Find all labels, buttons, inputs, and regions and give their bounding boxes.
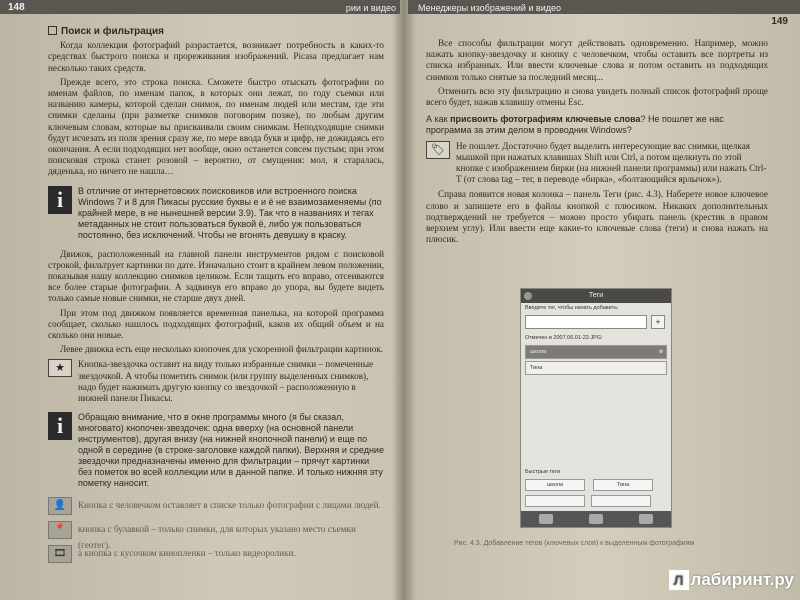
qa-question-suffix: ? Не пошлет же нас программа за этим делом в проводник Windows? — [426, 114, 724, 136]
list-item — [48, 521, 384, 551]
qa-answer — [426, 141, 768, 186]
film-icon: 🎞 — [48, 545, 72, 563]
tags-panel-titlebar — [521, 289, 671, 303]
note-text: Обращаю внимание, что в окне программы много (я бы сказал, многовато) кнопочек-звездочек: одна вверху (на основной панели инструментов), другая внизу (на нижней кнопочной панели) и еще по одной в середине (в строке-заголовке каждой папки). Верхняя и средние звездочки предназначены именно для фильтрации – прячут картинки без пометок во всей коллекции или в данной папке. И только нижняя эту пометку наносит. — [78, 412, 384, 489]
quick-tag-button-empty[interactable] — [591, 495, 651, 507]
tags-panel-title: Теги — [588, 292, 604, 299]
watermark-logo — [669, 568, 794, 592]
right-text-column — [426, 38, 768, 248]
pin-icon: 📍 — [48, 521, 72, 539]
paragraph: Когда коллекция фотографий разрастается, возникает потребность в каких-то средствах быстрого поиска и прореживания изображений. Picasa предлагает нам несколько таких средств. — [48, 40, 384, 73]
qa-answer-text: Не пошлет. Достаточно будет выделить интересующие вас снимки, щелкая мышкой при нажатых клавишах Shift или Ctrl, а потом щелкнуть по этой кнопке с изображением бирки (на нижней панели программы) или нажать Ctrl-T (от слова tag – тег, в переводе «бирка», «болтающийся ярлычок»). — [456, 140, 767, 185]
left-page-number: 148 — [8, 2, 25, 13]
left-text-column — [48, 26, 384, 569]
quick-tags-label: Быстрые теги — [525, 469, 561, 475]
tag-icon[interactable] — [639, 514, 653, 524]
paragraph: При этом под движком появляется временная панелька, на которой программа сообщает, сколько нашлось подходящих фотографий, каков их общий объем и на сколько они новые. — [48, 307, 384, 341]
tags-panel-figure — [520, 288, 672, 528]
paragraph: Левее движка есть еще несколько кнопочек для ускоренной фильтрации картинок. — [60, 344, 384, 355]
tag-label: Тина — [530, 365, 543, 371]
info-note — [48, 186, 384, 241]
remove-tag-icon[interactable]: ⊗ — [658, 349, 664, 355]
tag-label: школа — [530, 349, 547, 355]
qa-question — [426, 114, 768, 136]
right-page-number: 149 — [771, 16, 788, 27]
person-icon: 👤 — [48, 497, 72, 515]
note-text: В отличие от интернетовских поисковиков или встроенного поиска Windows 7 и 8 для Пикасы русские буквы е и ё не взаимозаменяемы (по крайней мере, в не нынешней версии 3.9). Так что в названиях и тегах метаданных не стоит пользоваться буквой ё, либо уж пользоваться постоянно, без исключений. Чтобы не вгонять девушку в краску. — [78, 185, 382, 240]
paragraph: Все способы фильтрации могут действовать одновременно. Например, можно нажать кнопку-звездочку и кнопку с человечком, чтобы оставить все портреты из списка избранных. Или ввести ключевые слова и потом оставить из подходящих снимков только снятые за последний месяц... — [426, 38, 768, 82]
section-title: Поиск и фильтрация — [61, 26, 164, 37]
quick-tag-button[interactable]: Тина — [593, 479, 653, 491]
qa-question-prefix: А как — [426, 114, 451, 125]
right-page — [408, 0, 800, 600]
paragraph: Отменить всю эту фильтрацию и снова увидеть полный список фотографий проще всего будет, нажав клавишу отмены Esc. — [426, 85, 768, 108]
quick-tags-area — [521, 467, 671, 527]
star-icon: ★ — [48, 359, 72, 377]
tag-input[interactable] — [525, 315, 647, 329]
list-item-text: а кнопка с кусочком кинопленки – только видеоролики. — [78, 548, 296, 559]
quick-tag-button[interactable]: школа — [525, 479, 585, 491]
star-button-description — [48, 359, 384, 404]
paragraph: Справа появится новая колонка – панель Теги (рис. 4.3). Наберете новое ключевое слово и запишете его в файлы кнопкой с плюсиком. Никаких дополнительных подтверждений не требуется – можно просто убирать панель (крестик в правом верхнем углу). Или ввести еще какие-то ключевые слова (теги) и снова нажать на плюсик. — [426, 189, 768, 245]
info-icon: i — [48, 412, 72, 440]
list-item — [48, 497, 384, 513]
right-running-title: Менеджеры изображений и видео — [418, 3, 562, 13]
paragraph: Прежде всего, это строка поиска. Сможете быстро отыскать фотографии по именам файлов, по именам папок, в которых они лежат, по году съемки или названию камеры, которой сделан снимок, по именам людей или местам, где эти снимки сделаны (при разметке снимков поговорим позже), по любым другим ключевым словам, которые вы присваивали своим снимкам. Неподходящие снимки будут исчезать из поля зрения сразу же, по мере ввода букв и цифр, не дожидаясь его окончания. А если подходящих нет вообще, окно останется совсем пустым; при этом поисковая строка станет розовой – вероятно, от смущения: мол, я старалась, дяденька, но ничего не нашла… — [48, 76, 384, 177]
list-item-text: кнопка с булавкой – только снимки, для которых указано место съемки (геотег). — [78, 524, 356, 551]
person-icon[interactable] — [539, 514, 553, 524]
close-icon[interactable] — [524, 292, 532, 300]
pin-icon[interactable] — [589, 514, 603, 524]
tags-prompt: Введите тег, чтобы начать добавить: — [525, 305, 619, 311]
section-heading — [48, 26, 384, 37]
info-note — [48, 412, 384, 489]
right-page-header — [408, 0, 800, 14]
left-running-title: рии и видео — [345, 3, 396, 13]
tags-panel-toolbar — [521, 511, 671, 527]
list-item-text: Кнопка с человечком оставляет в списке только фотографии с лицами людей. — [78, 500, 381, 511]
list-item — [48, 545, 384, 561]
figure-caption: Рис. 4.3. Добавление тегов (ключевых слов) к выделенным фотографиям — [454, 540, 695, 547]
tag-icon: 🏷 — [426, 141, 450, 159]
watermark-text: лабиринт.ру — [690, 570, 794, 589]
info-icon: i — [48, 186, 72, 214]
labirint-logo-icon: Л — [669, 570, 689, 590]
tag-item[interactable] — [525, 361, 667, 375]
add-tag-button[interactable]: + — [651, 315, 665, 329]
checkbox-square-icon — [48, 26, 57, 35]
qa-question-bold: присвоить фотографиям ключевые слова — [450, 114, 641, 125]
paragraph: Движок, расположенный на главной панели инструментов рядом с поисковой строкой, фильтрует картинки по дате. Изначально стоит в крайнем левом положении, показывая нашу коллекцию снимков целиком. Если тащить его вправо, отсеиваются все более старые фотографии. А задвинув его вправо до упора, вы будете видеть только самые новые снимки, не старше двух дней. — [48, 248, 384, 304]
left-page-header — [0, 0, 400, 14]
star-text: Кнопка-звездочка оставит на виду только избранные снимки – помеченные звездочкой. А чтобы пометить снимок (или группу выделенных снимков), надо будет нажимать другую кнопку со звездочкой – расположенную в нижней панели Пикасы. — [78, 359, 374, 404]
quick-tag-button-empty[interactable] — [525, 495, 585, 507]
selected-file-label: Отмечен в 2007.06.01-22.JPG: — [525, 335, 603, 341]
tag-item[interactable] — [525, 345, 667, 359]
